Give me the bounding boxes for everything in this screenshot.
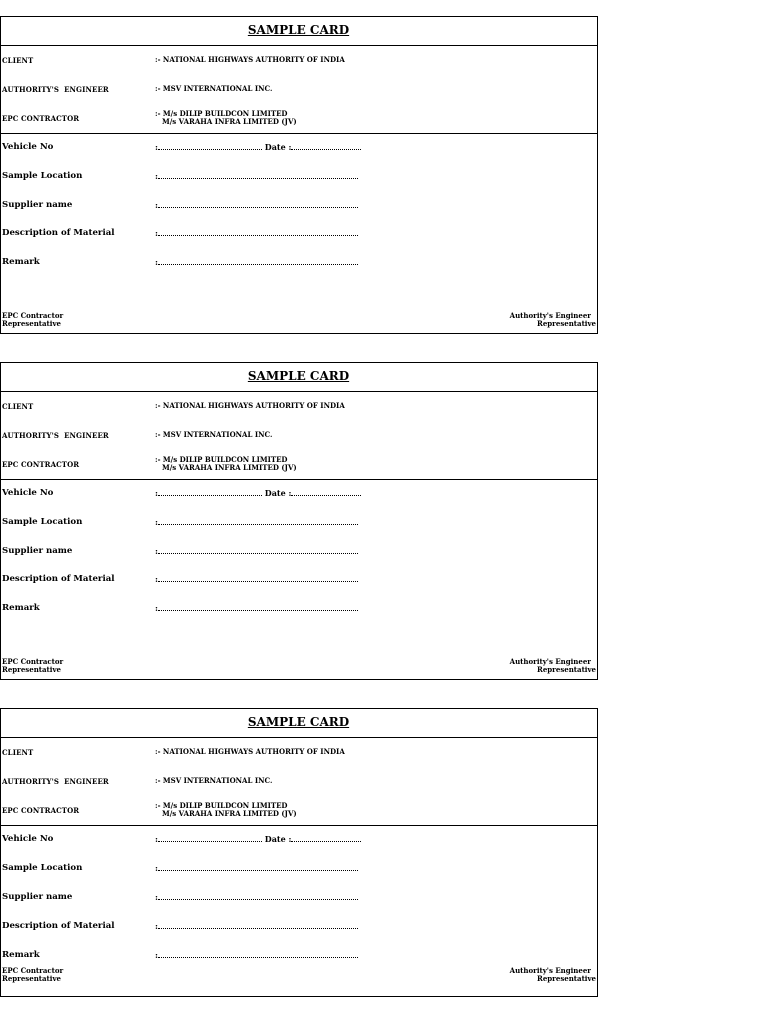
- client-value: :- NATIONAL HIGHWAYS AUTHORITY OF INDIA: [155, 401, 345, 410]
- engineer-value: :- MSV INTERNATIONAL INC.: [155, 84, 273, 93]
- card-title-row: [0, 363, 597, 392]
- vehicle-label: Vehicle No: [2, 142, 54, 152]
- supplier-blank[interactable]: [158, 893, 358, 900]
- date-label: Date :: [264, 142, 292, 152]
- date-label: Date :: [264, 488, 292, 498]
- epc-signature-line-1: EPC Contractor: [2, 657, 64, 666]
- supplier-blank[interactable]: [158, 201, 358, 208]
- vehicle-label: Vehicle No: [2, 834, 54, 844]
- client-label: CLIENT: [2, 402, 34, 411]
- card-info-section: [0, 738, 597, 826]
- vehicle-date-line[interactable]: : Date :: [155, 834, 361, 844]
- remark-blank[interactable]: [158, 951, 358, 958]
- contractor-value-1: :- M/s DILIP BUILDCON LIMITED: [155, 455, 288, 464]
- client-value: :- NATIONAL HIGHWAYS AUTHORITY OF INDIA: [155, 55, 345, 64]
- date-label: Date :: [264, 834, 292, 844]
- location-label: Sample Location: [2, 517, 83, 527]
- supplier-blank[interactable]: [158, 547, 358, 554]
- description-line[interactable]: :: [155, 574, 358, 584]
- ae-signature-line-1: Authority's Engineer: [509, 311, 591, 320]
- description-label: Description of Material: [2, 921, 115, 931]
- contractor-label: EPC CONTRACTOR: [2, 114, 80, 123]
- epc-signature-line-2: Representative: [2, 319, 61, 328]
- ae-signature: [510, 658, 596, 674]
- ae-signature: [510, 312, 596, 328]
- ae-signature-line-2: Representative: [537, 974, 596, 983]
- epc-signature: [2, 658, 63, 674]
- engineer-label: AUTHORITY'S ENGINEER: [2, 85, 109, 94]
- description-label: Description of Material: [2, 574, 115, 584]
- ae-signature-line-1: Authority's Engineer: [509, 966, 591, 975]
- date-blank[interactable]: [291, 143, 361, 150]
- card-info-section: [0, 46, 597, 134]
- ae-signature-line-1: Authority's Engineer: [509, 657, 591, 666]
- epc-signature-line-1: EPC Contractor: [2, 966, 64, 975]
- engineer-value: :- MSV INTERNATIONAL INC.: [155, 430, 273, 439]
- contractor-value-1: :- M/s DILIP BUILDCON LIMITED: [155, 801, 288, 810]
- contractor-value-2: M/s VARAHA INFRA LIMITED (JV): [162, 117, 297, 126]
- description-line[interactable]: :: [155, 228, 358, 238]
- engineer-label: AUTHORITY'S ENGINEER: [2, 431, 109, 440]
- engineer-label: AUTHORITY'S ENGINEER: [2, 777, 109, 786]
- card-title-row: [0, 17, 597, 46]
- client-label: CLIENT: [2, 56, 34, 65]
- contractor-label: EPC CONTRACTOR: [2, 460, 80, 469]
- ae-signature-line-2: Representative: [537, 319, 596, 328]
- supplier-label: Supplier name: [2, 200, 73, 210]
- card-title: SAMPLE CARD: [247, 715, 350, 729]
- contractor-value-2: M/s VARAHA INFRA LIMITED (JV): [162, 463, 297, 472]
- supplier-line[interactable]: :: [155, 546, 358, 556]
- location-line[interactable]: :: [155, 517, 358, 527]
- vehicle-date-line[interactable]: : Date :: [155, 142, 361, 152]
- ae-signature: [510, 967, 596, 983]
- remark-label: Remark: [2, 257, 40, 267]
- description-blank[interactable]: [158, 922, 358, 929]
- supplier-label: Supplier name: [2, 892, 73, 902]
- sample-card-2: [0, 362, 598, 680]
- description-line[interactable]: :: [155, 921, 358, 931]
- location-label: Sample Location: [2, 171, 83, 181]
- remark-label: Remark: [2, 603, 40, 613]
- vehicle-date-line[interactable]: : Date :: [155, 488, 361, 498]
- remark-blank[interactable]: [158, 258, 358, 265]
- remark-line[interactable]: :: [155, 950, 358, 960]
- ae-signature-line-2: Representative: [537, 665, 596, 674]
- engineer-value: :- MSV INTERNATIONAL INC.: [155, 776, 273, 785]
- supplier-label: Supplier name: [2, 546, 73, 556]
- supplier-line[interactable]: :: [155, 892, 358, 902]
- epc-signature: [2, 967, 63, 983]
- remark-line[interactable]: :: [155, 257, 358, 267]
- vehicle-blank[interactable]: [158, 143, 262, 150]
- description-blank[interactable]: [158, 229, 358, 236]
- epc-signature: [2, 312, 63, 328]
- sample-card-1: [0, 16, 598, 334]
- location-blank[interactable]: [158, 172, 358, 179]
- location-line[interactable]: :: [155, 863, 358, 873]
- supplier-line[interactable]: :: [155, 200, 358, 210]
- contractor-value-1: :- M/s DILIP BUILDCON LIMITED: [155, 109, 288, 118]
- sample-card-3: [0, 708, 598, 997]
- date-blank[interactable]: [291, 489, 361, 496]
- epc-signature-line-2: Representative: [2, 665, 61, 674]
- contractor-label: EPC CONTRACTOR: [2, 806, 80, 815]
- epc-signature-line-2: Representative: [2, 974, 61, 983]
- card-title: SAMPLE CARD: [247, 23, 350, 37]
- card-info-section: [0, 392, 597, 480]
- client-value: :- NATIONAL HIGHWAYS AUTHORITY OF INDIA: [155, 747, 345, 756]
- contractor-value-2: M/s VARAHA INFRA LIMITED (JV): [162, 809, 297, 818]
- card-title: SAMPLE CARD: [247, 369, 350, 383]
- vehicle-blank[interactable]: [158, 835, 262, 842]
- vehicle-blank[interactable]: [158, 489, 262, 496]
- card-title-row: [0, 709, 597, 738]
- remark-line[interactable]: :: [155, 603, 358, 613]
- client-label: CLIENT: [2, 748, 34, 757]
- remark-blank[interactable]: [158, 604, 358, 611]
- date-blank[interactable]: [291, 835, 361, 842]
- location-blank[interactable]: [158, 864, 358, 871]
- description-label: Description of Material: [2, 228, 115, 238]
- vehicle-label: Vehicle No: [2, 488, 54, 498]
- description-blank[interactable]: [158, 575, 358, 582]
- location-blank[interactable]: [158, 518, 358, 525]
- location-label: Sample Location: [2, 863, 83, 873]
- remark-label: Remark: [2, 950, 40, 960]
- epc-signature-line-1: EPC Contractor: [2, 311, 64, 320]
- location-line[interactable]: :: [155, 171, 358, 181]
